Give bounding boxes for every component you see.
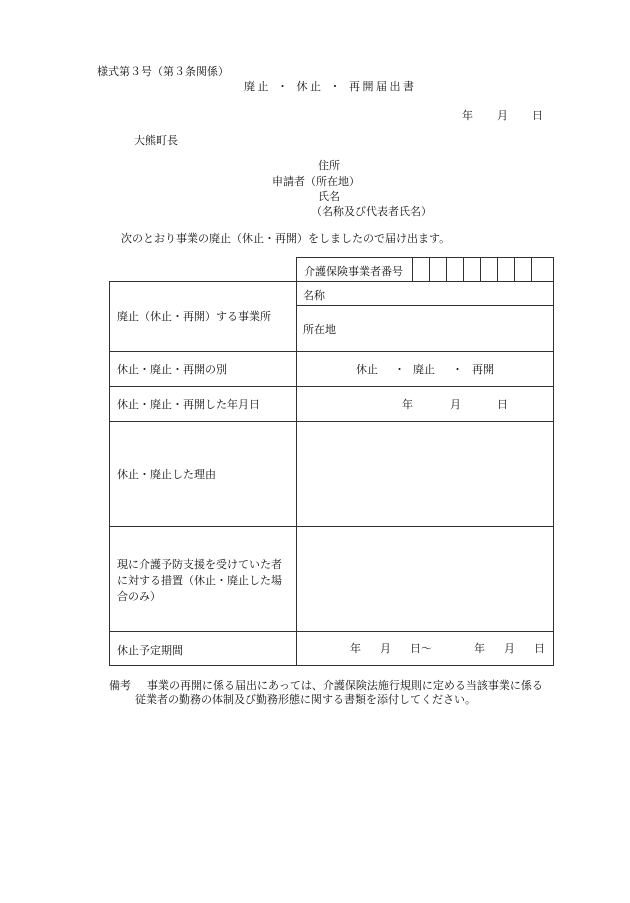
- applicant-name-note: （名称及び代表者氏名）: [311, 205, 432, 218]
- type-option-resume[interactable]: 再開: [472, 363, 494, 376]
- form-number: 様式第３号（第３条関係）: [97, 65, 229, 78]
- type-option-suspend[interactable]: 休止: [356, 363, 378, 376]
- period-day-from: 日〜: [410, 642, 432, 655]
- reason-label: 休止・廃止した理由: [117, 468, 216, 481]
- office-address-field[interactable]: 所在地: [303, 323, 336, 336]
- office-label: 廃止（休止・再開）する事業所: [117, 310, 271, 323]
- period-day-to: 日: [534, 642, 545, 655]
- applicant-name-label: 氏名: [318, 190, 340, 203]
- period-label: 休止予定期間: [117, 644, 183, 657]
- type-separator: ・: [452, 363, 463, 376]
- date-year-unit: 年: [402, 398, 413, 411]
- date-day-unit: 日: [497, 398, 508, 411]
- date-month: 月: [497, 109, 508, 122]
- date-year: 年: [462, 109, 473, 122]
- applicant-label: 申請者（所在地）: [272, 175, 360, 188]
- date-label: 休止・廃止・再開した年月日: [117, 398, 260, 411]
- date-month-unit: 月: [450, 398, 461, 411]
- insurer-number-row: [296, 257, 554, 282]
- date-day: 日: [532, 109, 543, 122]
- period-year-to: 年: [474, 642, 485, 655]
- note-label: 備考: [109, 679, 131, 692]
- type-label: 休止・廃止・再開の別: [117, 363, 227, 376]
- insurer-number-label: 介護保険事業者番号: [304, 265, 403, 278]
- period-year-from: 年: [350, 642, 361, 655]
- office-name-field[interactable]: 名称: [303, 289, 325, 302]
- type-separator: ・: [394, 363, 405, 376]
- type-option-abolish[interactable]: 廃止: [413, 363, 435, 376]
- applicant-address-label: 住所: [318, 159, 340, 172]
- intro-text: 次のとおり事業の廃止（休止・再開）をしましたので届け出ます。: [121, 232, 451, 245]
- addressee: 大熊町長: [134, 134, 178, 147]
- note-line-2: 従業者の勤務の体制及び勤務形態に関する書類を添付してください。: [135, 693, 476, 706]
- period-month-from: 月: [380, 642, 391, 655]
- reason-field[interactable]: [297, 422, 553, 526]
- form-title: 廃止 ・ 休止 ・ 再開届出書: [244, 80, 417, 93]
- period-month-to: 月: [504, 642, 515, 655]
- measures-label: 現に介護予防支援を受けていた者 に対する措置（休止・廃止した場 合のみ）: [117, 558, 282, 603]
- note-line-1: 事業の再開に係る届出にあっては、介護保険法施行規則に定める当該事業に係る: [147, 679, 543, 692]
- main-grid: [109, 281, 554, 666]
- measures-field[interactable]: [297, 527, 553, 631]
